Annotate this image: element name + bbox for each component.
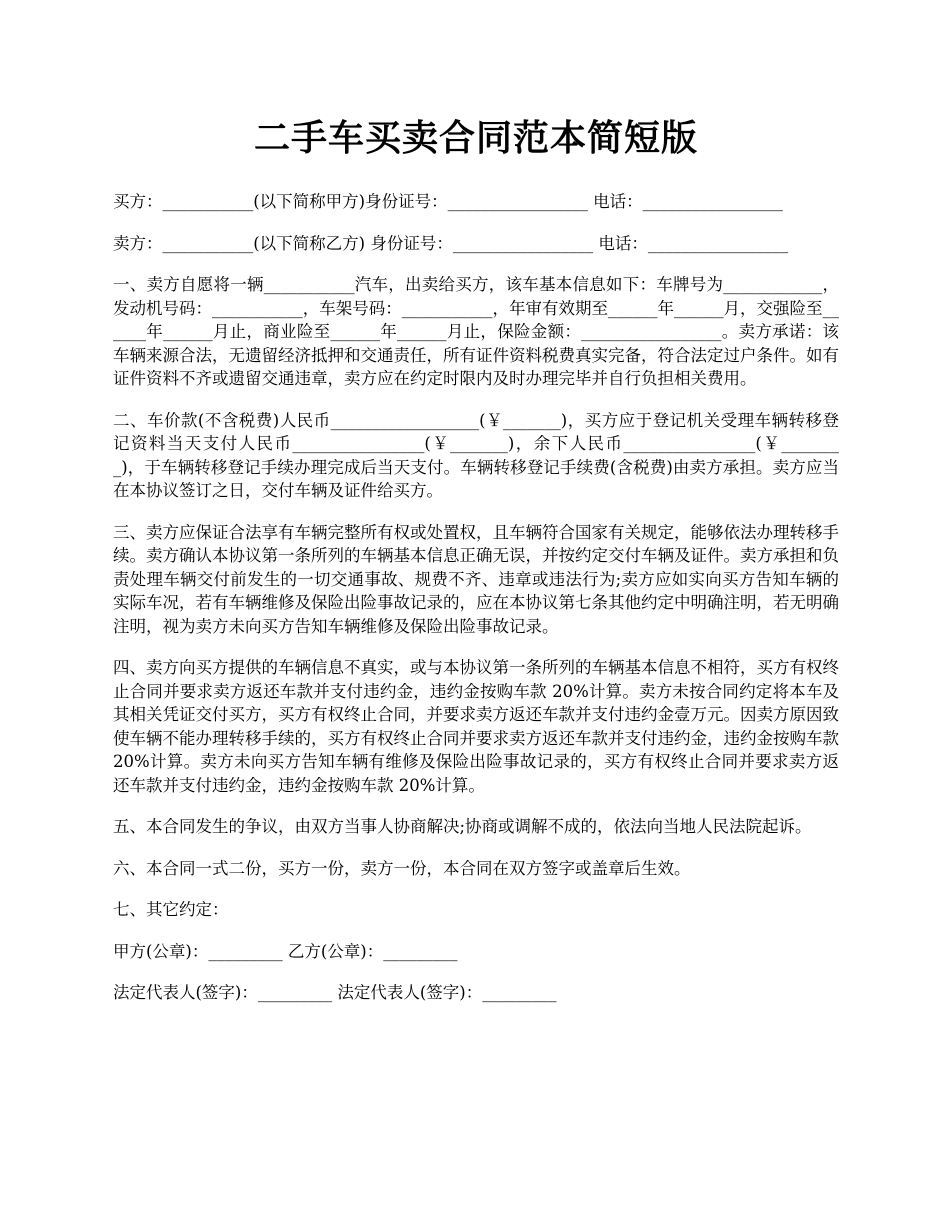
clause-7-other: 七、其它约定： (113, 900, 229, 919)
party-seals: 甲方(公章)：_________ 乙方(公章)：_________ (113, 941, 458, 961)
document-title: 二手车买卖合同范本简短版 (253, 117, 698, 159)
clause-3-seller-guarantee: 三、卖方应保证合法享有车辆完整所有权或处置权，且车辆符合国家有关规定，能够依法办理转移手续。卖方确认本协议第一条所列的车辆基本信息正确无误，并按约定交付车辆及证件。卖方承担和负责处理车辆交付前发生的一切交通事故、规费不齐、违章或违法行为;卖方应如实向买方告知车辆的实际车况，若有车辆维修及保险出险事故记录的，应在本协议第七条其他约定中明确注明，若无明确注明，视为卖方未向买方告知车辆维修及保险出险事故记录。 (113, 522, 839, 636)
clause-2-price: 二、车价款(不含税费)人民币__________________(￥_______)，买方应于登记机关受理车辆转移登记资料当天支付人民币________________(￥_______)，余下人民币________________(￥________)，于车辆转移登记手续办理完成后当天支付。车辆转移登记手续费(含税费)由卖方承担。卖方应当在本协议签订之日，交付车辆及证件给买方。 (113, 410, 839, 500)
seller-info: 卖方：___________(以下简称乙方) 身份证号：_________________ 电话：_________________ (113, 233, 789, 253)
clause-6-copies: 六、本合同一式二份，买方一份，卖方一份，本合同在双方签字或盖章后生效。 (113, 858, 691, 878)
buyer-info: 买方：___________(以下简称甲方)身份证号：_________________ 电话：_________________ (113, 192, 783, 211)
clause-1-vehicle-info: 一、卖方自愿将一辆___________汽车，出卖给买方，该车基本信息如下：车牌号为____________，发动机号码：___________，车架号码：___________，年审有效期至______年______月，交强险至______年______月止，商业险至______年______月止，保险金额：_________________。卖方承诺：该车辆来源合法，无遗留经济抵押和交通责任，所有证件资料税费真实完备，符合法定过户条件。如有证件资料不齐或遗留交通违章，卖方应在约定时限内及时办理完毕并自行负担相关费用。 (113, 275, 839, 388)
clause-5-disputes: 五、本合同发生的争议，由双方当事人协商解决;协商或调解不成的，依法向当地人民法院起诉。 (113, 817, 812, 836)
document-page (113, 112, 845, 1023)
representative-signatures: 法定代表人(签字)：_________ 法定代表人(签字)：_________ (113, 983, 557, 1002)
clause-4-breach: 四、卖方向买方提供的车辆信息不真实，或与本协议第一条所列的车辆基本信息不相符，买方有权终止合同并要求卖方返还车款并支付违约金，违约金按购车款 20%计算。卖方未按合同约定将本车及其相关凭证交付买方，买方有权终止合同，并要求卖方返还车款并支付违约金壹万元。因卖方原因致使车辆不能办理转移手续的，买方有权终止合同并要求卖方返还车款并支付违约金，违约金按购车款 20%计算。卖方未向买方告知车辆有维修及保险出险事故记录的，买方有权终止合同并要求卖方返还车款并支付违约金，违约金按购车款 20%计算。 (113, 658, 845, 795)
